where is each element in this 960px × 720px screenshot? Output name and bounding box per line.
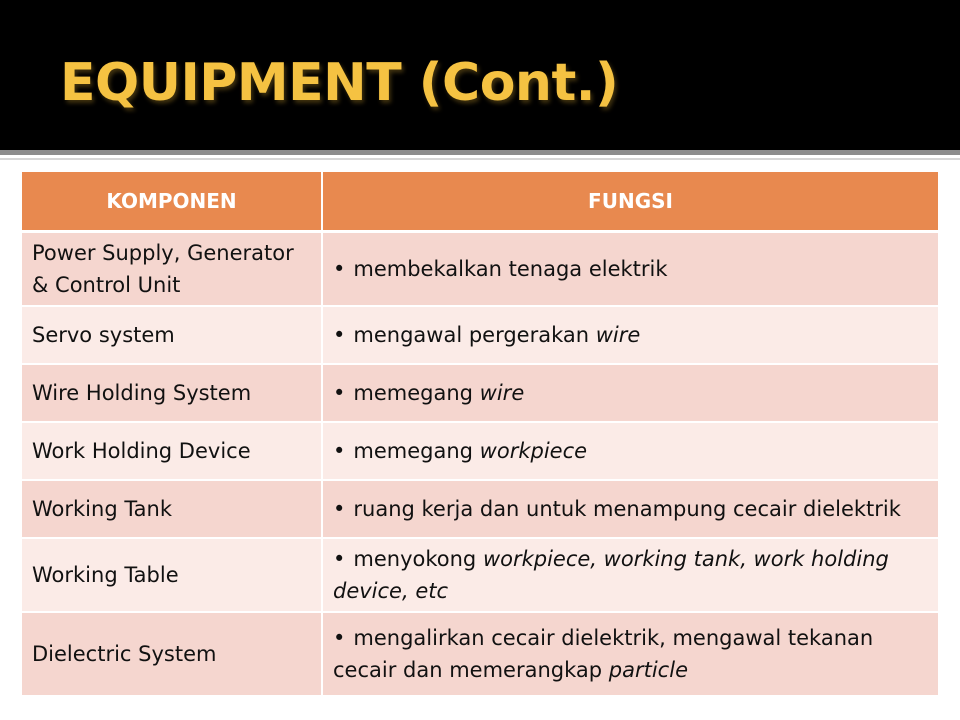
bullet-icon: • xyxy=(333,257,346,281)
bullet-icon: • xyxy=(333,439,346,463)
fungsi-cell xyxy=(322,612,938,696)
komponen-cell: Servo system xyxy=(22,306,322,364)
komponen-cell: Wire Holding System xyxy=(22,364,322,422)
bullet-icon: • xyxy=(333,323,346,347)
fungsi-text: workpiece xyxy=(479,439,588,463)
table-body xyxy=(22,232,938,697)
fungsi-cell xyxy=(322,538,938,612)
slide-title: EQUIPMENT (Cont.) xyxy=(60,53,619,113)
equipment-table xyxy=(22,172,938,697)
fungsi-cell xyxy=(322,422,938,480)
fungsi-text: memegang xyxy=(353,439,480,463)
fungsi-text: workpiece, working tank, work holding device, etc xyxy=(333,547,889,603)
komponen-cell: Dielectric System xyxy=(22,612,322,696)
table-row xyxy=(22,364,938,422)
fungsi-cell xyxy=(322,306,938,364)
table-row xyxy=(22,232,938,307)
komponen-cell: Working Table xyxy=(22,538,322,612)
fungsi-cell xyxy=(322,364,938,422)
table-row xyxy=(22,480,938,538)
fungsi-text: mengawal pergerakan xyxy=(353,323,596,347)
title-bar xyxy=(0,0,960,150)
bullet-icon: • xyxy=(333,626,346,650)
komponen-cell: Work Holding Device xyxy=(22,422,322,480)
fungsi-text: wire xyxy=(479,381,525,405)
komponen-cell: Working Tank xyxy=(22,480,322,538)
header-fungsi: FUNGSI xyxy=(322,172,938,232)
bullet-icon: • xyxy=(333,547,346,571)
table-header-row xyxy=(22,172,938,232)
table-row xyxy=(22,538,938,612)
fungsi-text: particle xyxy=(608,658,688,682)
table-row xyxy=(22,422,938,480)
fungsi-cell xyxy=(322,232,938,307)
fungsi-text: memegang xyxy=(353,381,480,405)
fungsi-text: membekalkan tenaga elektrik xyxy=(353,257,668,281)
divider-rule-thin xyxy=(0,158,960,160)
fungsi-text: wire xyxy=(595,323,641,347)
fungsi-text: mengalirkan cecair dielektrik, mengawal tekanan cecair dan memerangkap xyxy=(333,626,874,682)
divider-rule xyxy=(0,150,960,155)
fungsi-text: ruang kerja dan untuk menampung cecair dielektrik xyxy=(353,497,901,521)
table-row xyxy=(22,612,938,696)
header-komponen: KOMPONEN xyxy=(22,172,322,232)
table-row xyxy=(22,306,938,364)
fungsi-text: menyokong xyxy=(353,547,483,571)
fungsi-cell xyxy=(322,480,938,538)
bullet-icon: • xyxy=(333,497,346,521)
komponen-cell: Power Supply, Generator & Control Unit xyxy=(22,232,322,307)
bullet-icon: • xyxy=(333,381,346,405)
